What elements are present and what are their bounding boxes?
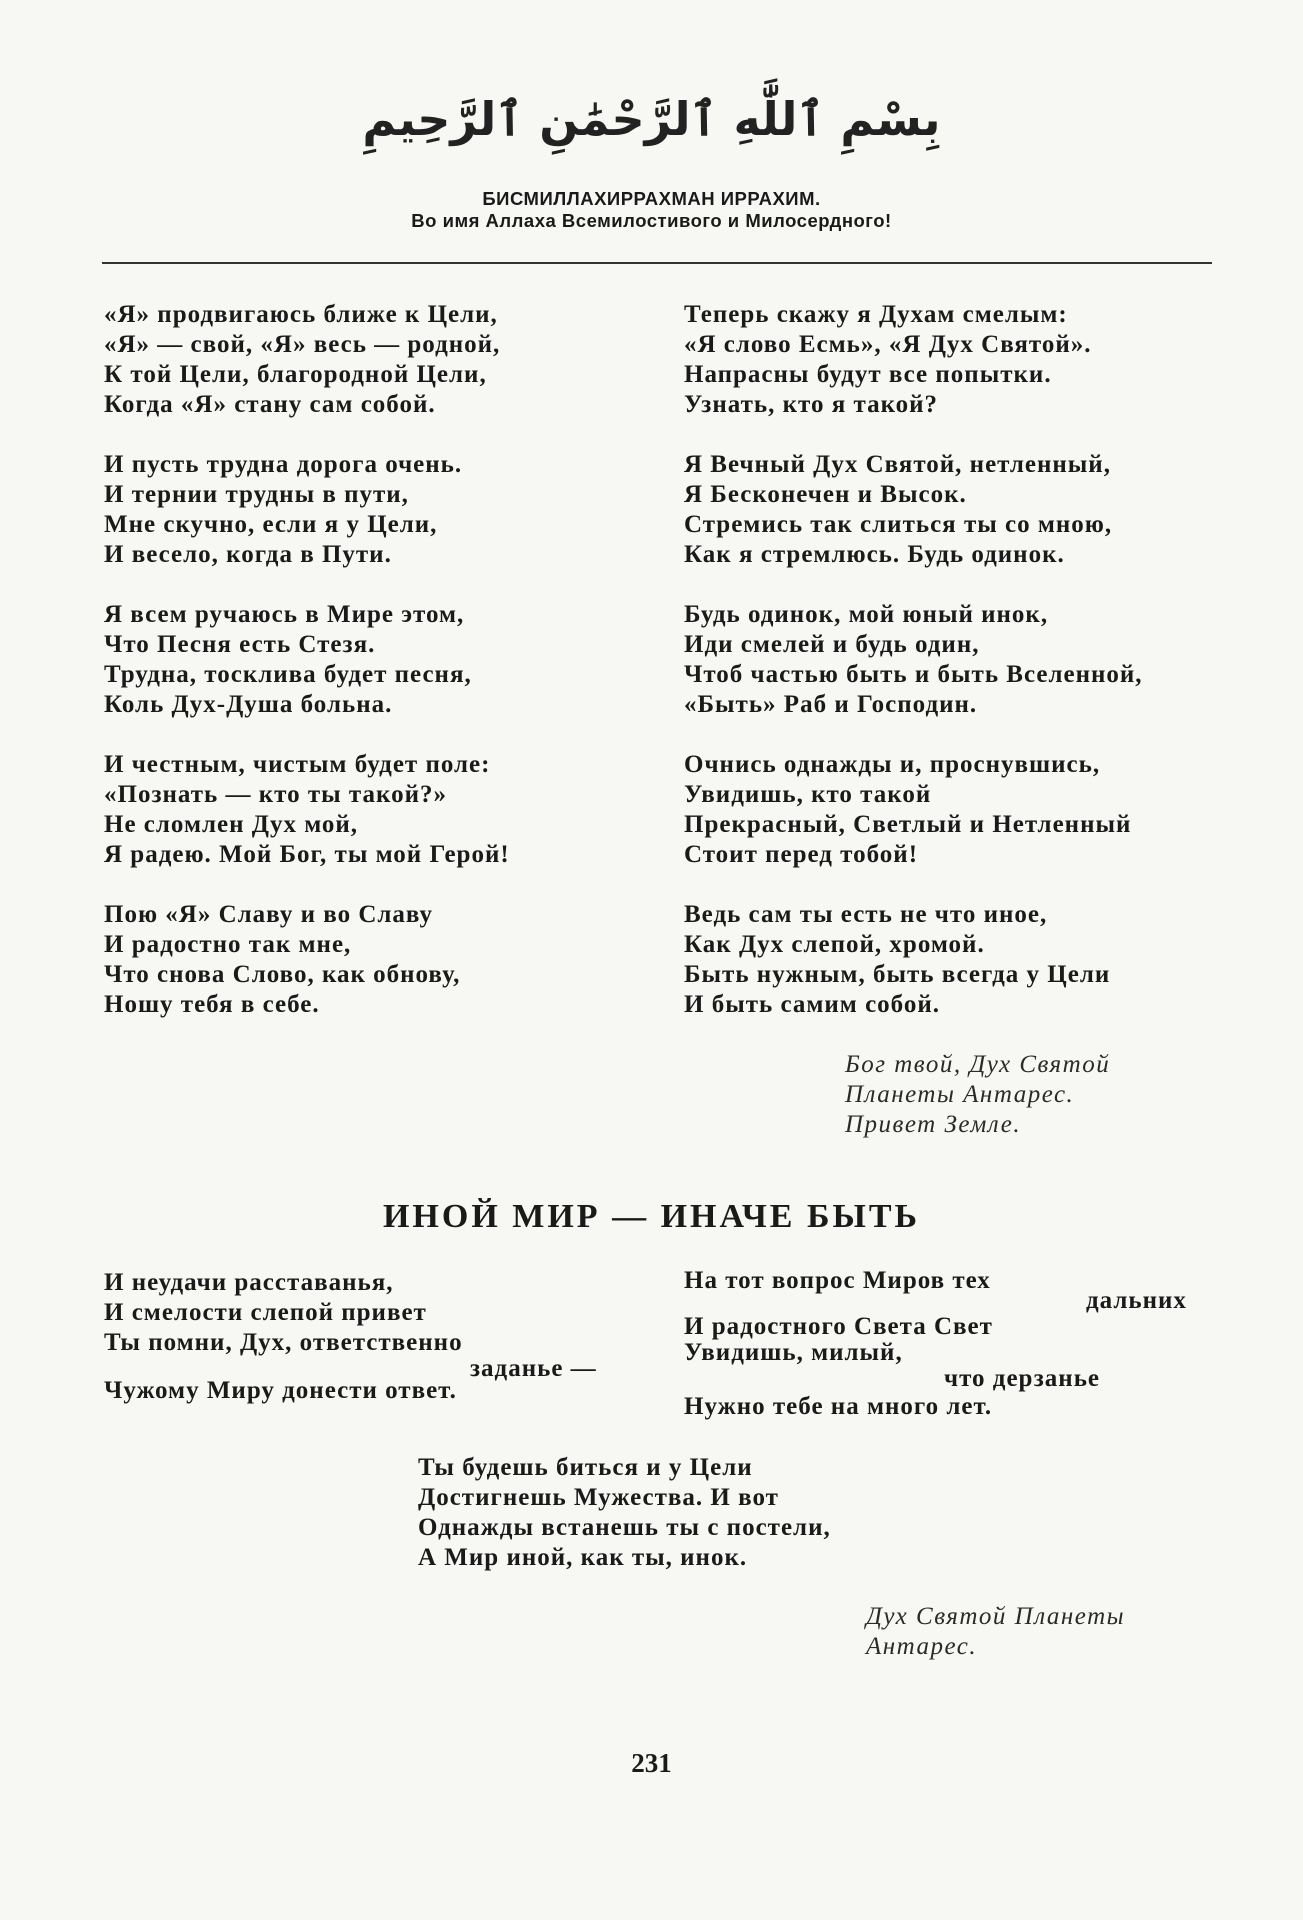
poem-line: На тот вопрос Миров тех bbox=[684, 1267, 991, 1294]
poem-line: Достигнешь Мужества. И вот bbox=[418, 1484, 779, 1511]
poem-line: Увидишь, кто такой bbox=[684, 781, 932, 808]
stanza bbox=[684, 600, 1254, 720]
poem-line: И радостного Света Свет bbox=[684, 1313, 993, 1340]
poem2-title: ИНОЙ МИР — ИНАЧЕ БЫТЬ bbox=[382, 1198, 921, 1235]
poem-line: «Я» — свой, «Я» весь — родной, bbox=[104, 331, 501, 358]
poem-line: Чтоб частью быть и быть Вселенной, bbox=[684, 661, 1143, 688]
poem-line: Пою «Я» Славу и во Славу bbox=[104, 901, 434, 928]
poem-line: Как Дух слепой, хромой. bbox=[684, 931, 985, 958]
signature-line: Дух Святой Планеты bbox=[866, 1603, 1126, 1630]
poem-line: Будь одинок, мой юный инок, bbox=[684, 601, 1049, 628]
stanza bbox=[684, 900, 1254, 1020]
poem-line: Узнать, кто я такой? bbox=[684, 391, 939, 418]
poem-line-continuation: что дерзанье bbox=[944, 1365, 1101, 1392]
header-transliteration: БИСМИЛЛАХИРРАХМАН ИРРАХИМ. bbox=[482, 188, 821, 209]
stanza bbox=[104, 450, 674, 570]
poem-line: И неудачи расставанья, bbox=[104, 1269, 394, 1296]
poem-line: Чужому Миру донести ответ. bbox=[104, 1377, 457, 1404]
stanza bbox=[684, 450, 1254, 570]
poem-line: Трудна, тосклива будет песня, bbox=[104, 661, 472, 688]
poem-line: И пусть трудна дорога очень. bbox=[104, 451, 463, 478]
poem-line: Ты помни, Дух, ответственно bbox=[104, 1329, 463, 1356]
poem-line-continuation: заданье — bbox=[470, 1355, 597, 1382]
poem-line: Я всем ручаюсь в Мире этом, bbox=[104, 601, 465, 628]
poem-line: Увидишь, милый, bbox=[684, 1339, 903, 1366]
stanza bbox=[684, 300, 1254, 420]
poem1-left-column bbox=[104, 300, 674, 1050]
poem-line: Однажды встанешь ты с постели, bbox=[418, 1514, 831, 1541]
poem-line: Ношу тебя в себе. bbox=[104, 991, 320, 1018]
poem2-left-column bbox=[104, 1268, 674, 1406]
stanza bbox=[104, 750, 674, 870]
poem-line: Мне скучно, если я у Цели, bbox=[104, 511, 438, 538]
poem1-signature bbox=[845, 1050, 1110, 1140]
poem-line: Я радею. Мой Бог, ты мой Герой! bbox=[104, 841, 510, 868]
stanza bbox=[104, 900, 674, 1020]
bismillah-calligraphy: بِسْمِ ٱللَّٰهِ ٱلرَّحْمَٰنِ ٱلرَّحِيمِ bbox=[362, 92, 941, 146]
poem-line: Стремись так слиться ты со мною, bbox=[684, 511, 1113, 538]
poem-line: И смелости слепой привет bbox=[104, 1299, 427, 1326]
poem2-signature bbox=[866, 1602, 1125, 1662]
poem-line: Что Песня есть Стезя. bbox=[104, 631, 376, 658]
poem2-right-column bbox=[684, 1266, 1254, 1422]
poem2-center-stanza bbox=[418, 1453, 988, 1573]
poem-line: Нужно тебе на много лет. bbox=[684, 1393, 993, 1420]
poem-line: Ты будешь биться и у Цели bbox=[418, 1454, 753, 1481]
poem-line: Я Бесконечен и Высок. bbox=[684, 481, 967, 508]
poem-line: «Быть» Раб и Господин. bbox=[684, 691, 978, 718]
poem-line: «Я» продвигаюсь ближе к Цели, bbox=[104, 301, 498, 328]
poem-line: Быть нужным, быть всегда у Цели bbox=[684, 961, 1111, 988]
stanza bbox=[684, 750, 1254, 870]
poem-line: Коль Дух-Душа больна. bbox=[104, 691, 393, 718]
poem-line: Теперь скажу я Духам смелым: bbox=[684, 301, 1068, 328]
header-translation: Во имя Аллаха Всемилостивого и Милосердного! bbox=[411, 210, 892, 231]
stanza bbox=[104, 300, 674, 420]
signature-line: Привет Земле. bbox=[845, 1111, 1022, 1138]
poem-line: Прекрасный, Светлый и Нетленный bbox=[684, 811, 1132, 838]
poem-line: Когда «Я» стану сам собой. bbox=[104, 391, 436, 418]
poem-line: Ведь сам ты есть не что иное, bbox=[684, 901, 1048, 928]
poem-line-continuation: дальних bbox=[1086, 1287, 1187, 1314]
poem-line: «Познать — кто ты такой?» bbox=[104, 781, 447, 808]
poem-line: Как я стремлюсь. Будь одинок. bbox=[684, 541, 1065, 568]
signature-line: Планеты Антарес. bbox=[845, 1081, 1075, 1108]
poem-line: А Мир иной, как ты, инок. bbox=[418, 1544, 748, 1571]
page-number: 231 bbox=[631, 1748, 672, 1778]
poem1-right-column bbox=[684, 300, 1254, 1050]
poem-line: Что снова Слово, как обнову, bbox=[104, 961, 461, 988]
poem-line: Напрасны будут все попытки. bbox=[684, 361, 1052, 388]
poem-line: И радостно так мне, bbox=[104, 931, 352, 958]
header-divider bbox=[102, 262, 1212, 264]
poem-line: Не сломлен Дух мой, bbox=[104, 811, 359, 838]
poem-line: Очнись однажды и, проснувшись, bbox=[684, 751, 1101, 778]
poem-line: К той Цели, благородной Цели, bbox=[104, 361, 487, 388]
poem-line: Иди смелей и будь один, bbox=[684, 631, 980, 658]
poem-line: И тернии трудны в пути, bbox=[104, 481, 409, 508]
signature-line: Бог твой, Дух Святой bbox=[845, 1051, 1111, 1078]
poem-line: И весело, когда в Пути. bbox=[104, 541, 392, 568]
poem-line: «Я слово Есмь», «Я Дух Святой». bbox=[684, 331, 1092, 358]
poem-line: И честным, чистым будет поле: bbox=[104, 751, 491, 778]
stanza bbox=[104, 600, 674, 720]
poem-line: Я Вечный Дух Святой, нетленный, bbox=[684, 451, 1111, 478]
poem-line: Стоит перед тобой! bbox=[684, 841, 919, 868]
header-caption bbox=[0, 188, 1303, 232]
poem-line: И быть самим собой. bbox=[684, 991, 940, 1018]
signature-line: Антарес. bbox=[866, 1633, 978, 1660]
